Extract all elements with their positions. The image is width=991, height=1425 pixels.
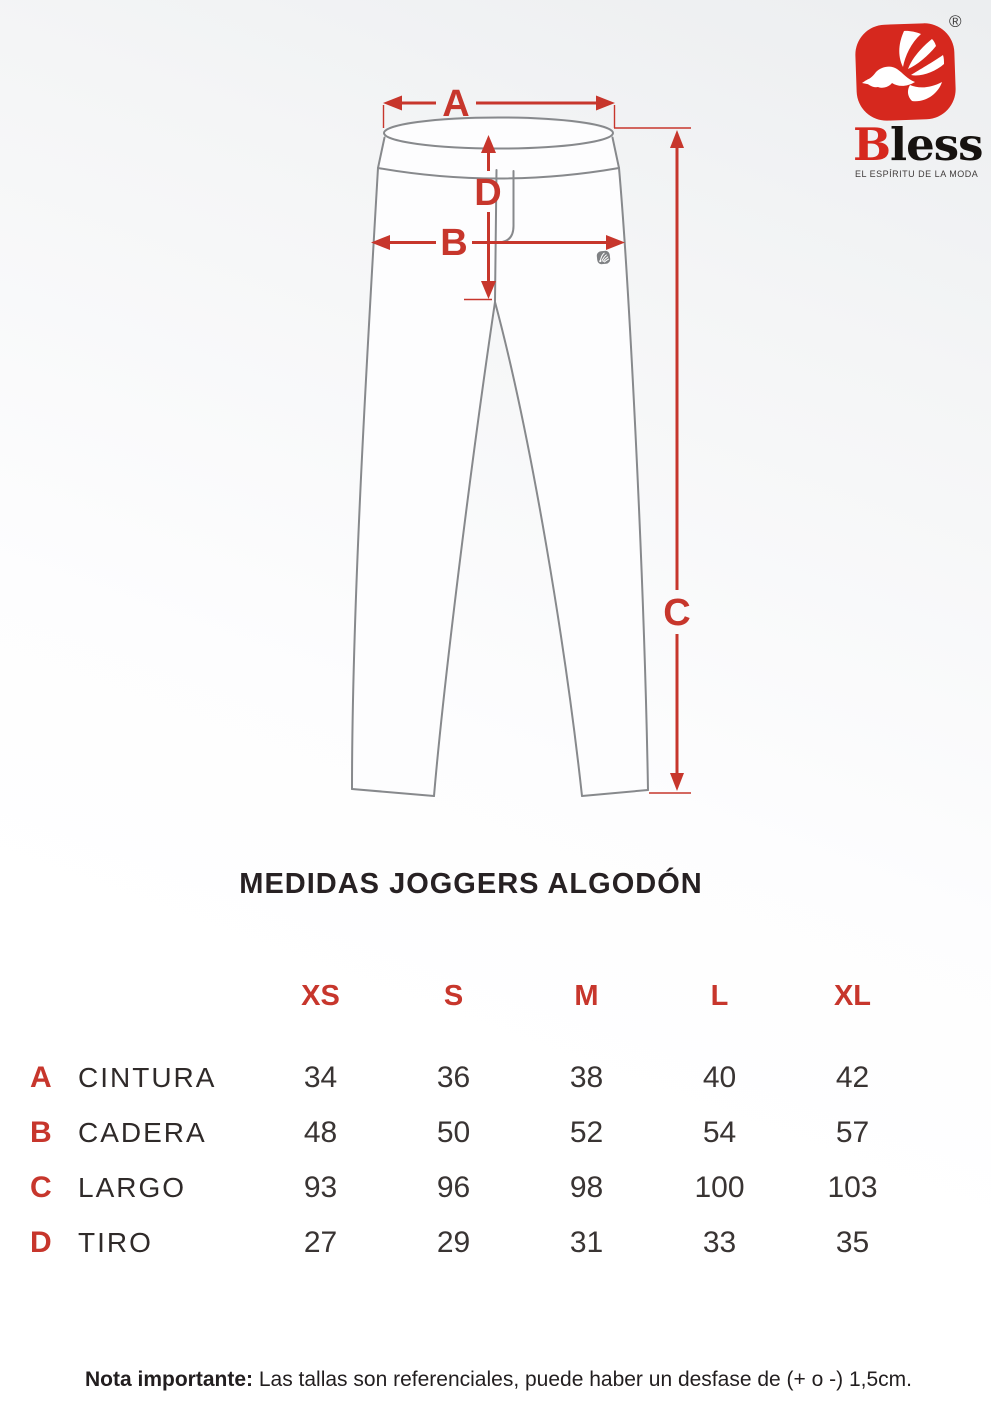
size-col-header-s: S	[443, 979, 464, 1012]
row-b-letter: B	[30, 1115, 52, 1149]
page-title: MEDIDAS JOGGERS ALGODÓN	[239, 868, 703, 900]
size-col-header-xl: XL	[833, 979, 872, 1012]
dove-icon	[853, 22, 957, 122]
size-col-header-xs: XS	[301, 979, 340, 1012]
value-cintura-xl: 42	[835, 1060, 870, 1094]
size-col-header-m: M	[574, 979, 599, 1012]
value-cadera-l: 54	[702, 1115, 737, 1149]
measure-c-label: C	[663, 592, 691, 634]
value-largo-xs: 93	[303, 1170, 338, 1204]
row-c-letter: C	[30, 1170, 52, 1204]
value-cadera-s: 50	[436, 1115, 471, 1149]
dove-badge-icon	[596, 250, 610, 264]
value-largo-s: 96	[436, 1170, 471, 1204]
pants-silhouette	[352, 119, 648, 796]
value-tiro-m: 31	[569, 1225, 604, 1259]
measure-d-label: D	[474, 172, 502, 214]
measure-a-label: A	[442, 83, 470, 125]
brand-wordmark	[853, 118, 983, 171]
value-tiro-xs: 27	[303, 1225, 338, 1259]
value-cintura-xs: 34	[303, 1060, 338, 1094]
value-largo-m: 98	[569, 1170, 604, 1204]
registered-trademark: ®	[949, 12, 962, 31]
value-cintura-s: 36	[436, 1060, 471, 1094]
value-cintura-m: 38	[569, 1060, 604, 1094]
value-largo-xl: 103	[827, 1170, 878, 1204]
value-largo-l: 100	[694, 1170, 745, 1204]
wordmark-initial: B	[853, 118, 891, 171]
value-cadera-m: 52	[569, 1115, 604, 1149]
value-cintura-l: 40	[702, 1060, 737, 1094]
row-a-letter: A	[30, 1060, 52, 1094]
value-tiro-l: 33	[702, 1225, 737, 1259]
size-col-header-l: L	[710, 979, 729, 1012]
brand-logo-block	[845, 8, 991, 188]
note-lead: Nota importante:	[85, 1368, 253, 1391]
measure-b-label: B	[440, 222, 468, 264]
brand-tagline: EL ESPÍRITU DE LA MODA	[855, 169, 979, 179]
row-a-label: CINTURA	[78, 1061, 217, 1093]
row-d-label: TIRO	[78, 1226, 153, 1258]
value-tiro-s: 29	[436, 1225, 471, 1259]
value-cadera-xl: 57	[835, 1115, 870, 1149]
size-table	[24, 972, 919, 1270]
row-b-label: CADERA	[78, 1116, 207, 1148]
wordmark-rest: less	[890, 118, 983, 171]
value-tiro-xl: 35	[835, 1225, 870, 1259]
row-c-label: LARGO	[78, 1171, 187, 1203]
important-note	[85, 1368, 912, 1392]
row-d-letter: D	[30, 1225, 52, 1259]
note-text: Las tallas son referenciales, puede haber un desfase de (+ o -) 1,5cm.	[258, 1368, 912, 1391]
value-cadera-xs: 48	[303, 1115, 338, 1149]
